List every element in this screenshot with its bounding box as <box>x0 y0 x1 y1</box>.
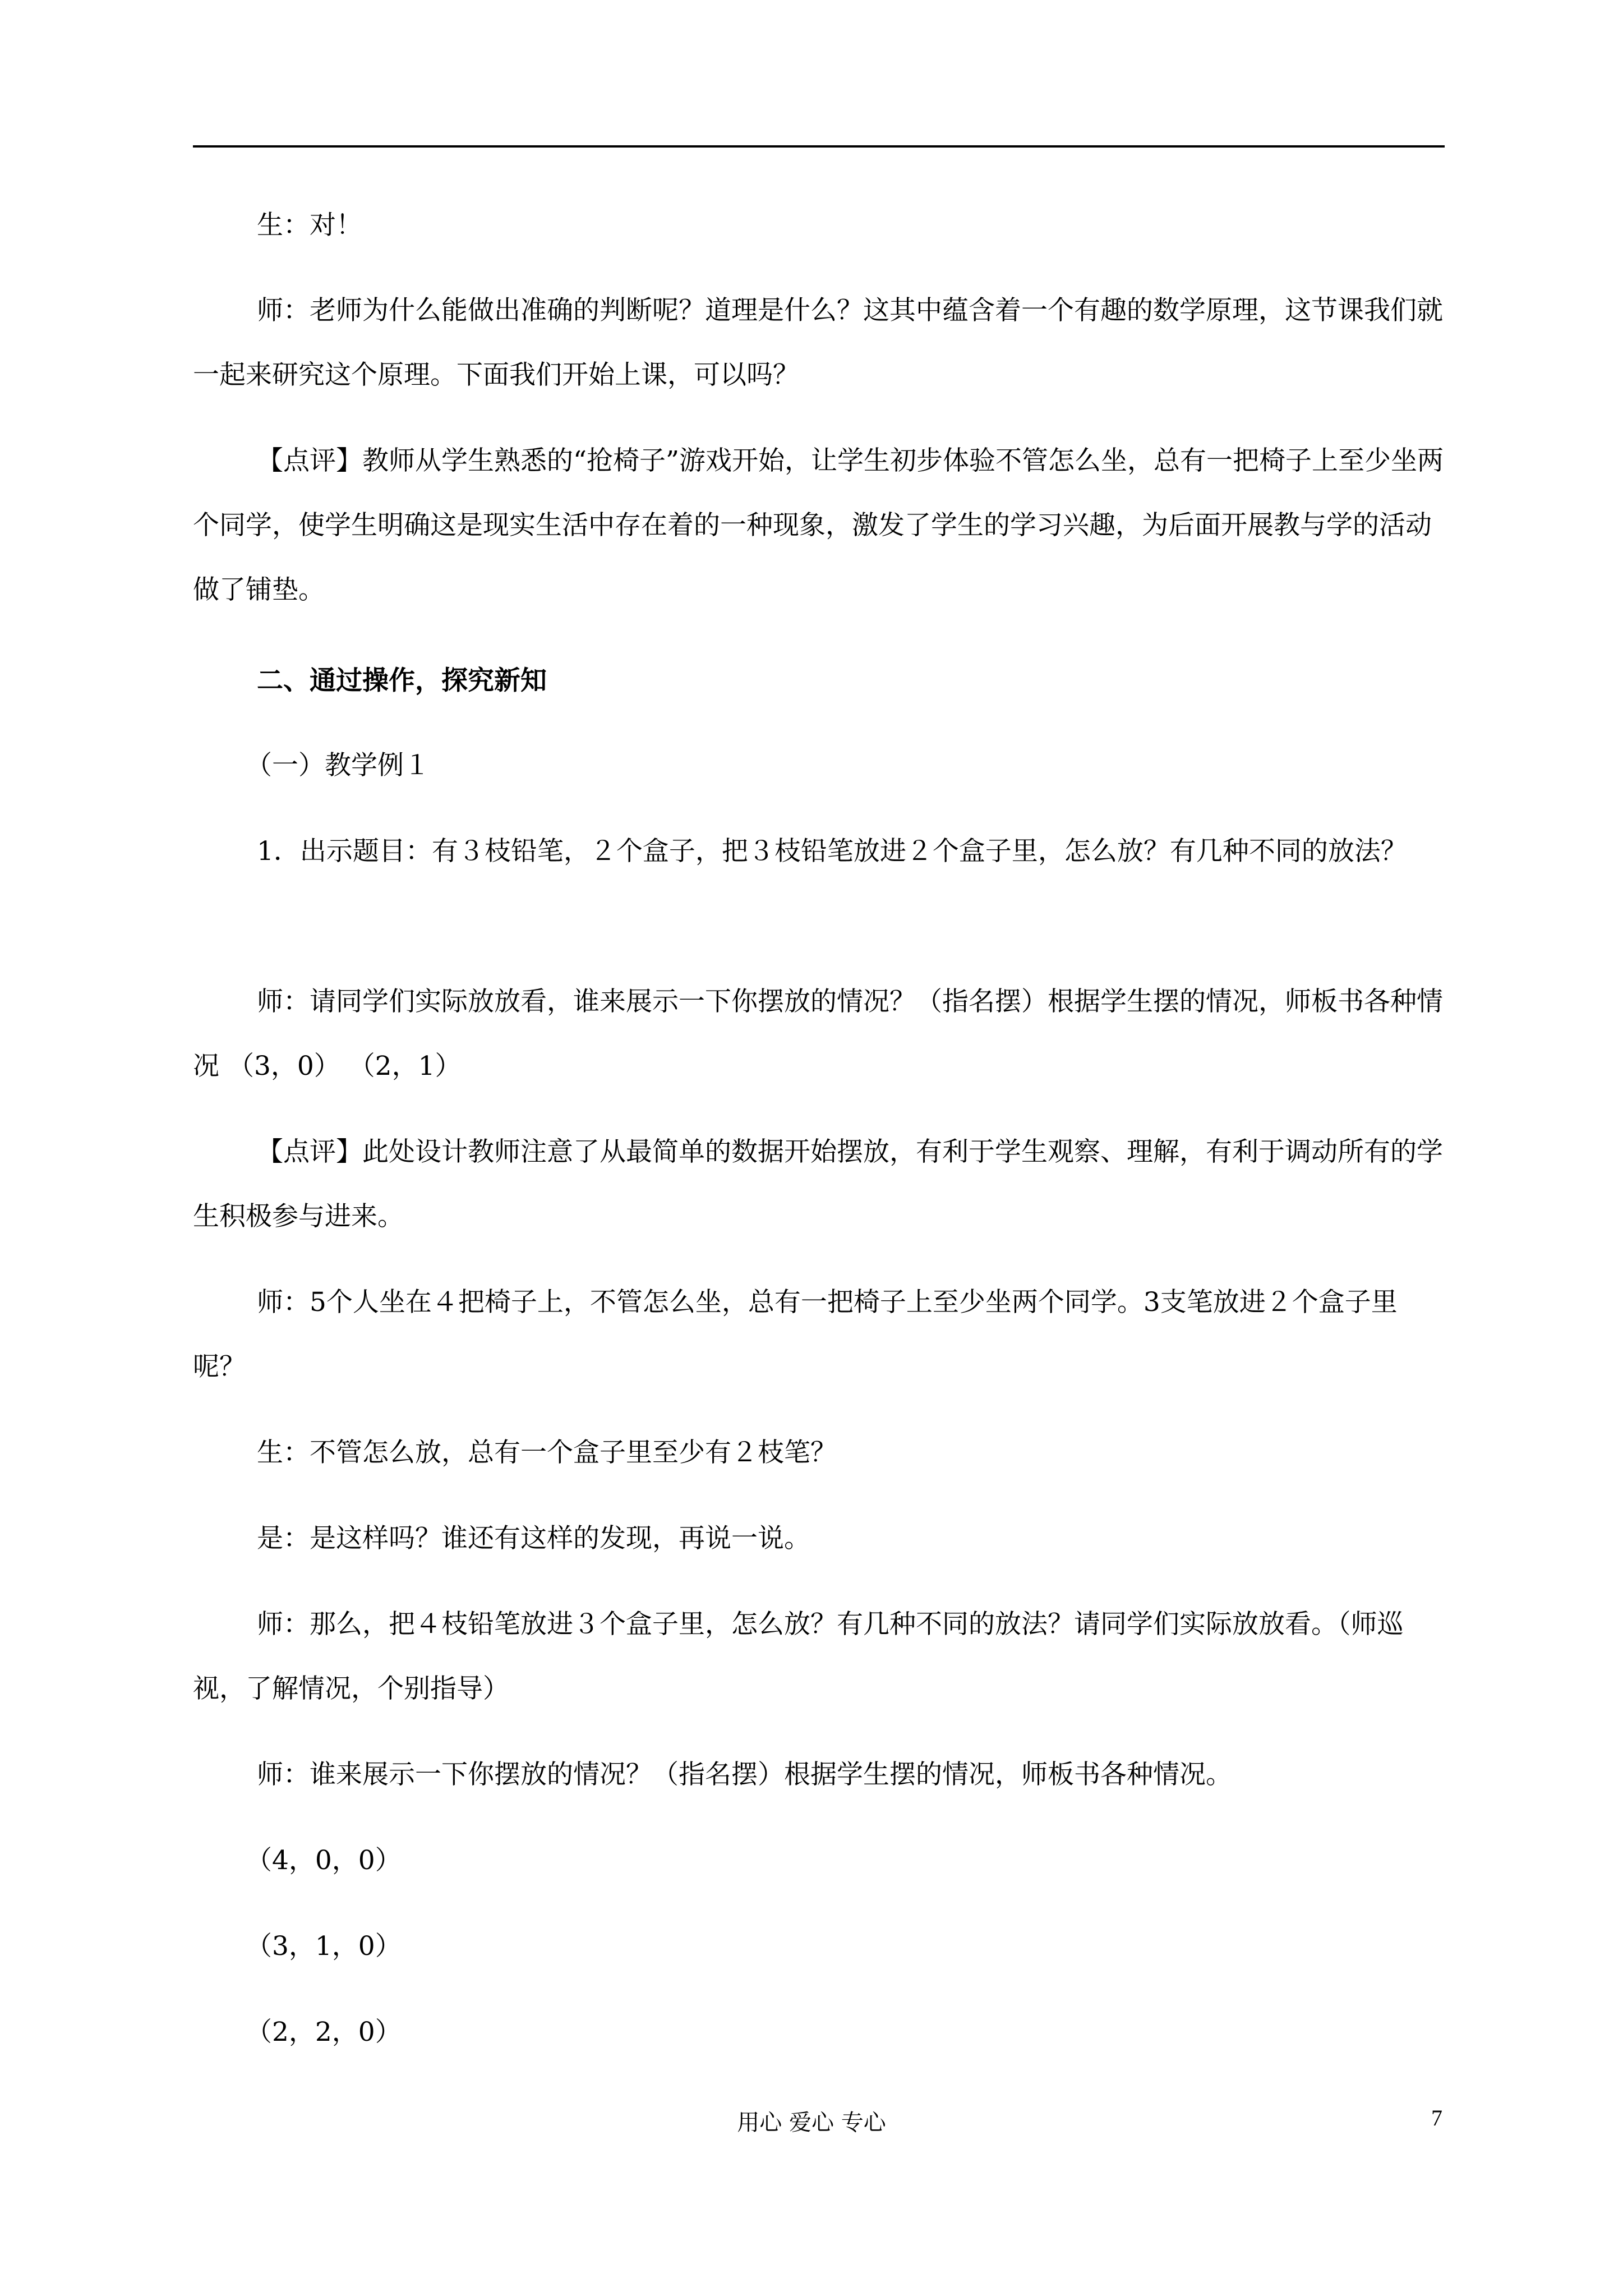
paragraph-teacher-demo: 师：请同学们实际放放看，谁来展示一下你摆放的情况？（指名摆）根据学生摆的情况，师板书各种情况 （3，0） （2，1） <box>193 986 1443 1082</box>
subsection-heading: （一）教学例１ <box>246 750 430 781</box>
header-rule <box>193 145 1445 148</box>
paragraph-teacher-board: 师：谁来展示一下你摆放的情况？（指名摆）根据学生摆的情况，师板书各种情况。 <box>257 1759 1232 1790</box>
paragraph-followup: 是：是这样吗？谁还有这样的发现，再说一说。 <box>257 1523 810 1554</box>
section-heading: 二、通过操作，探究新知 <box>257 665 547 696</box>
footer-motto: 用心 爱心 专心 <box>737 2110 886 2136</box>
paragraph-teacher-question: 师：老师为什么能做出准确的判断呢？道理是什么？这其中蕴含着一个有趣的数学原理，这节课我们就一起来研究这个原理。下面我们开始上课，可以吗？ <box>193 295 1443 390</box>
case-4-0-0: （4，0，0） <box>246 1845 402 1876</box>
paragraph-comment-2: 【点评】此处设计教师注意了从最简单的数据开始摆放，有利于学生观察、理解，有利于调动所有的学生积极参与进来。 <box>193 1137 1443 1232</box>
case-2-2-0: （2，2，0） <box>246 2017 402 2047</box>
paragraph-student-answer: 生：不管怎么放，总有一个盒子里至少有２枝笔？ <box>257 1437 837 1468</box>
paragraph-teacher-chairs: 师：5个人坐在４把椅子上，不管怎么坐，总有一把椅子上至少坐两个同学。3支笔放进２个盒子里呢？ <box>193 1287 1398 1382</box>
paragraph-teacher-four-pencils: 师：那么，把４枝铅笔放进３个盒子里，怎么放？有几种不同的放法？请同学们实际放放看。（师巡视，了解情况，个别指导） <box>193 1609 1404 1704</box>
paragraph-example-problem: 1．出示题目：有３枝铅笔，２个盒子，把３枝铅笔放进２个盒子里，怎么放？有几种不同的放法？ <box>257 836 1407 867</box>
case-3-1-0: （3，1，0） <box>246 1931 402 1962</box>
page-number: 7 <box>1431 2105 1442 2131</box>
paragraph-student-reply: 生：对！ <box>257 210 362 241</box>
paragraph-comment-1: 【点评】教师从学生熟悉的“抢椅子”游戏开始，让学生初步体验不管怎么坐，总有一把椅子上至少坐两个同学，使学生明确这是现实生活中存在着的一种现象，激发了学生的学习兴趣，为后面开展教与学的活动做了铺垫。 <box>193 445 1444 605</box>
